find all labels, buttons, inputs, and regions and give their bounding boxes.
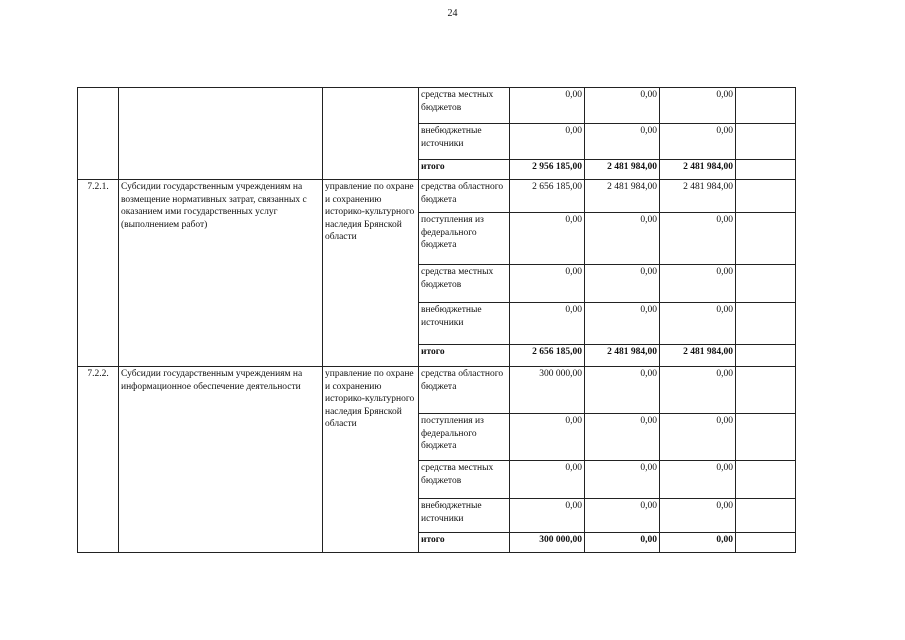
source-cell: итого	[419, 345, 510, 367]
item-code: 7.2.1.	[78, 180, 119, 367]
value-cell: 2 656 185,00	[510, 180, 585, 213]
value-cell: 0,00	[660, 367, 736, 414]
value-cell: 2 481 984,00	[585, 160, 660, 180]
value-cell: 0,00	[660, 414, 736, 461]
code-cell	[78, 88, 119, 180]
executor-cell	[323, 88, 419, 180]
value-cell: 2 481 984,00	[660, 160, 736, 180]
value-cell: 0,00	[510, 88, 585, 124]
value-cell: 2 656 185,00	[510, 345, 585, 367]
value-cell: 0,00	[510, 213, 585, 265]
value-cell: 0,00	[660, 533, 736, 553]
value-cell: 0,00	[660, 461, 736, 499]
item-name: Субсидии государственным учреждениям на возмещение нормативных затрат, связанных с оказанием ими государственных услуг (выполнением работ)	[119, 180, 323, 367]
value-cell: 0,00	[585, 367, 660, 414]
item-executor: управление по охране и сохранению историко-культурного наследия Брянской области	[323, 367, 419, 553]
value-cell: 300 000,00	[510, 367, 585, 414]
source-cell: внебюджетные источники	[419, 124, 510, 160]
value-cell: 0,00	[585, 499, 660, 533]
value-cell: 0,00	[585, 213, 660, 265]
value-cell: 0,00	[510, 124, 585, 160]
value-cell: 0,00	[585, 414, 660, 461]
value-cell: 0,00	[585, 303, 660, 345]
value-cell: 2 481 984,00	[660, 180, 736, 213]
source-cell: итого	[419, 533, 510, 553]
value-cell: 0,00	[510, 499, 585, 533]
source-cell: средства областного бюджета	[419, 180, 510, 213]
value-cell: 0,00	[510, 265, 585, 303]
empty-cell	[736, 367, 796, 414]
empty-cell	[736, 265, 796, 303]
value-cell: 0,00	[660, 303, 736, 345]
empty-cell	[736, 180, 796, 213]
item-name: Субсидии государственным учреждениям на информационное обеспечение деятельности	[119, 367, 323, 553]
value-cell: 0,00	[660, 124, 736, 160]
empty-cell	[736, 303, 796, 345]
source-cell: поступления из федерального бюджета	[419, 213, 510, 265]
value-cell: 0,00	[510, 303, 585, 345]
source-cell: итого	[419, 160, 510, 180]
value-cell: 2 481 984,00	[585, 345, 660, 367]
item-code: 7.2.2.	[78, 367, 119, 553]
item-executor: управление по охране и сохранению историко-культурного наследия Брянской области	[323, 180, 419, 367]
source-cell: средства местных бюджетов	[419, 88, 510, 124]
value-cell: 300 000,00	[510, 533, 585, 553]
budget-table	[77, 87, 796, 553]
empty-cell	[736, 461, 796, 499]
value-cell: 0,00	[585, 88, 660, 124]
page-number: 24	[447, 8, 458, 19]
value-cell: 0,00	[660, 499, 736, 533]
source-cell: средства местных бюджетов	[419, 265, 510, 303]
empty-cell	[736, 414, 796, 461]
source-cell: поступления из федерального бюджета	[419, 414, 510, 461]
value-cell: 0,00	[660, 265, 736, 303]
value-cell: 0,00	[660, 88, 736, 124]
value-cell: 0,00	[660, 213, 736, 265]
source-cell: внебюджетные источники	[419, 303, 510, 345]
empty-cell	[736, 213, 796, 265]
name-cell	[119, 88, 323, 180]
empty-cell	[736, 499, 796, 533]
source-cell: средства областного бюджета	[419, 367, 510, 414]
empty-cell	[736, 88, 796, 124]
value-cell: 0,00	[585, 124, 660, 160]
table-row	[78, 180, 796, 213]
value-cell: 0,00	[585, 461, 660, 499]
value-cell: 2 481 984,00	[585, 180, 660, 213]
value-cell: 0,00	[585, 533, 660, 553]
value-cell: 0,00	[510, 414, 585, 461]
empty-cell	[736, 124, 796, 160]
value-cell: 2 956 185,00	[510, 160, 585, 180]
table-row	[78, 88, 796, 124]
empty-cell	[736, 533, 796, 553]
table-row	[78, 367, 796, 414]
source-cell: средства местных бюджетов	[419, 461, 510, 499]
value-cell: 0,00	[585, 265, 660, 303]
value-cell: 2 481 984,00	[660, 345, 736, 367]
empty-cell	[736, 345, 796, 367]
value-cell: 0,00	[510, 461, 585, 499]
empty-cell	[736, 160, 796, 180]
source-cell: внебюджетные источники	[419, 499, 510, 533]
